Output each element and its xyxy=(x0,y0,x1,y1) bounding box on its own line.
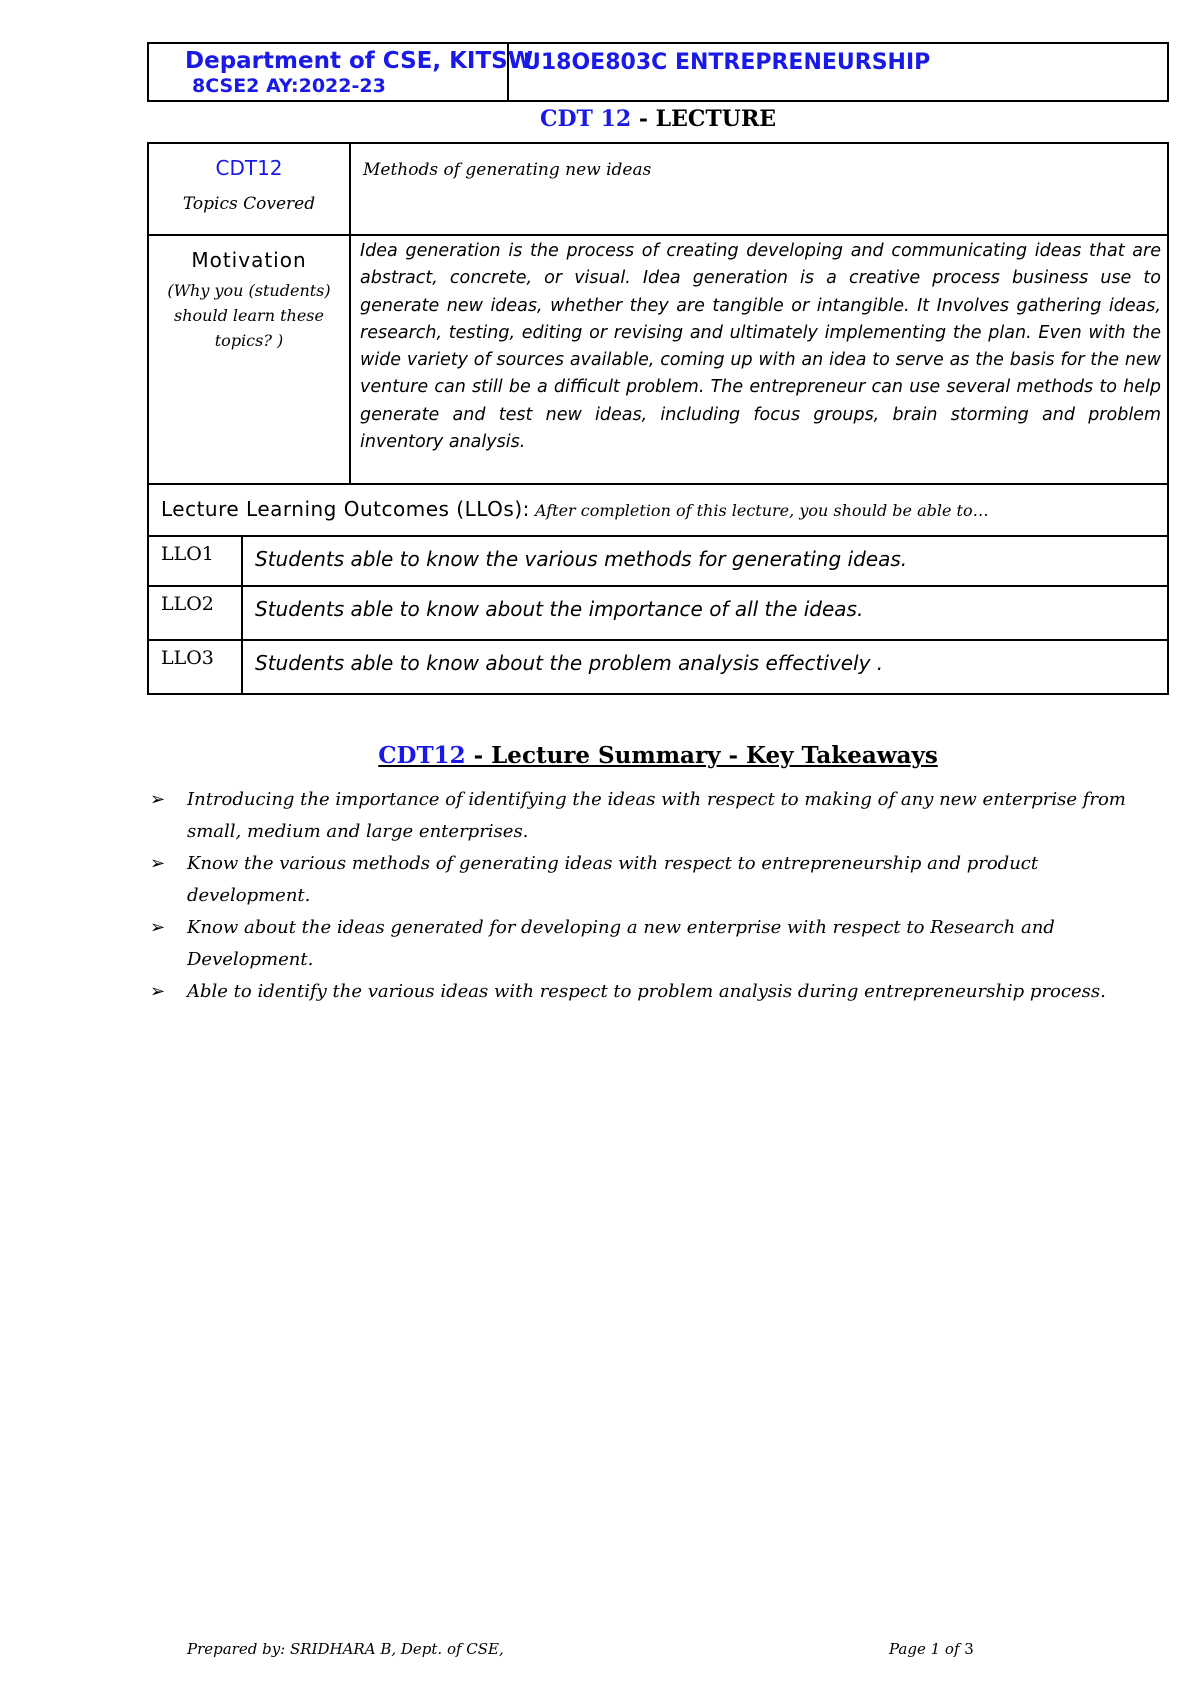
motivation-content-cell xyxy=(351,236,1167,483)
summary-list xyxy=(150,784,1150,1009)
llo-header-note: After completion of this lecture, you should be able to… xyxy=(529,501,989,520)
summary-title xyxy=(0,742,1200,769)
arrow-bullet-icon: ➢ xyxy=(150,853,166,874)
summary-code: CDT12 xyxy=(378,742,466,769)
llo-header-row xyxy=(149,485,1167,537)
topics-code: CDT12 xyxy=(215,156,283,180)
list-item xyxy=(150,912,1150,975)
page-of: of xyxy=(940,1640,965,1658)
list-item xyxy=(150,784,1150,847)
lecture-title-separator: - xyxy=(631,106,656,132)
topics-row xyxy=(149,144,1167,236)
department-name: Department of CSE, KITSW xyxy=(185,48,534,74)
motivation-label: Motivation xyxy=(191,248,307,272)
summary-item-text: Know the various methods of generating ideas with respect to entrepreneurship and product development. xyxy=(187,853,1039,906)
llo-text: Students able to know the various methods for generating ideas. xyxy=(255,547,908,571)
motivation-text: Idea generation is the process of creating developing and communicating ideas that are abstract, concrete, or visual. Idea generation is a creative process business use to generate new ideas, whether they are tangible or intangible. It Involves gathering ideas, research, testing, editing or revising and ultimately implementing the plan. Even with the wide variety of sources available, coming up with an idea to serve as the basis for the new venture can still be a difficult problem. The entrepreneur can use several methods to help generate and test new ideas, including focus groups, brain storming and problem inventory analysis. xyxy=(360,241,1161,453)
llo-code: LLO3 xyxy=(149,641,243,693)
llo-row xyxy=(149,641,1167,693)
llo-text: Students able to know about the problem analysis effectively . xyxy=(255,651,884,675)
list-item xyxy=(150,848,1150,911)
lecture-label: LECTURE xyxy=(655,106,777,132)
arrow-bullet-icon: ➢ xyxy=(150,981,166,1002)
arrow-bullet-icon: ➢ xyxy=(150,789,166,810)
motivation-label-cell xyxy=(149,236,351,483)
topics-label-cell xyxy=(149,144,351,234)
llo-text: Students able to know about the importance of all the ideas. xyxy=(255,597,864,621)
topics-content-cell xyxy=(351,144,1167,234)
section-year: 8CSE2 AY:2022-23 xyxy=(192,75,386,97)
page-total: 3 xyxy=(964,1640,974,1658)
summary-item-text: Know about the ideas generated for developing a new enterprise with respect to Research and Development. xyxy=(187,917,1055,970)
header-right-cell xyxy=(509,44,1167,100)
llo-header xyxy=(149,485,989,535)
lecture-code: CDT 12 xyxy=(539,106,632,132)
summary-item-text: Introducing the importance of identifying the ideas with respect to making of any new enterprise from small, medium and large enterprises. xyxy=(187,789,1126,842)
topics-text: Methods of generating new ideas xyxy=(363,160,652,180)
llo-row xyxy=(149,587,1167,641)
page-prefix: Page xyxy=(889,1640,931,1658)
arrow-bullet-icon: ➢ xyxy=(150,917,166,938)
llo-row xyxy=(149,537,1167,587)
page-current: 1 xyxy=(930,1640,941,1658)
summary-title-text: - Lecture Summary - Key Takeaways xyxy=(465,742,938,769)
summary-item-text: Able to identify the various ideas with respect to problem analysis during entrepreneurship process. xyxy=(187,981,1106,1002)
header-left-cell xyxy=(149,44,534,100)
lecture-table xyxy=(147,142,1169,695)
llo-code: LLO2 xyxy=(149,587,243,639)
llo-header-label: Lecture Learning Outcomes (LLOs): xyxy=(161,497,530,521)
topics-label: Topics Covered xyxy=(182,194,316,214)
footer-page-number xyxy=(889,1640,974,1658)
header-box xyxy=(147,42,1169,102)
llo-code: LLO1 xyxy=(149,537,243,585)
motivation-row xyxy=(149,236,1167,485)
footer-prepared-by: Prepared by: SRIDHARA B, Dept. of CSE, xyxy=(187,1640,504,1658)
list-item xyxy=(150,976,1150,1008)
course-title: U18OE803C ENTREPRENEURSHIP xyxy=(523,50,931,75)
lecture-title xyxy=(0,106,1200,132)
motivation-sublabel: (Why you (students) should learn these topics? ) xyxy=(167,281,331,350)
